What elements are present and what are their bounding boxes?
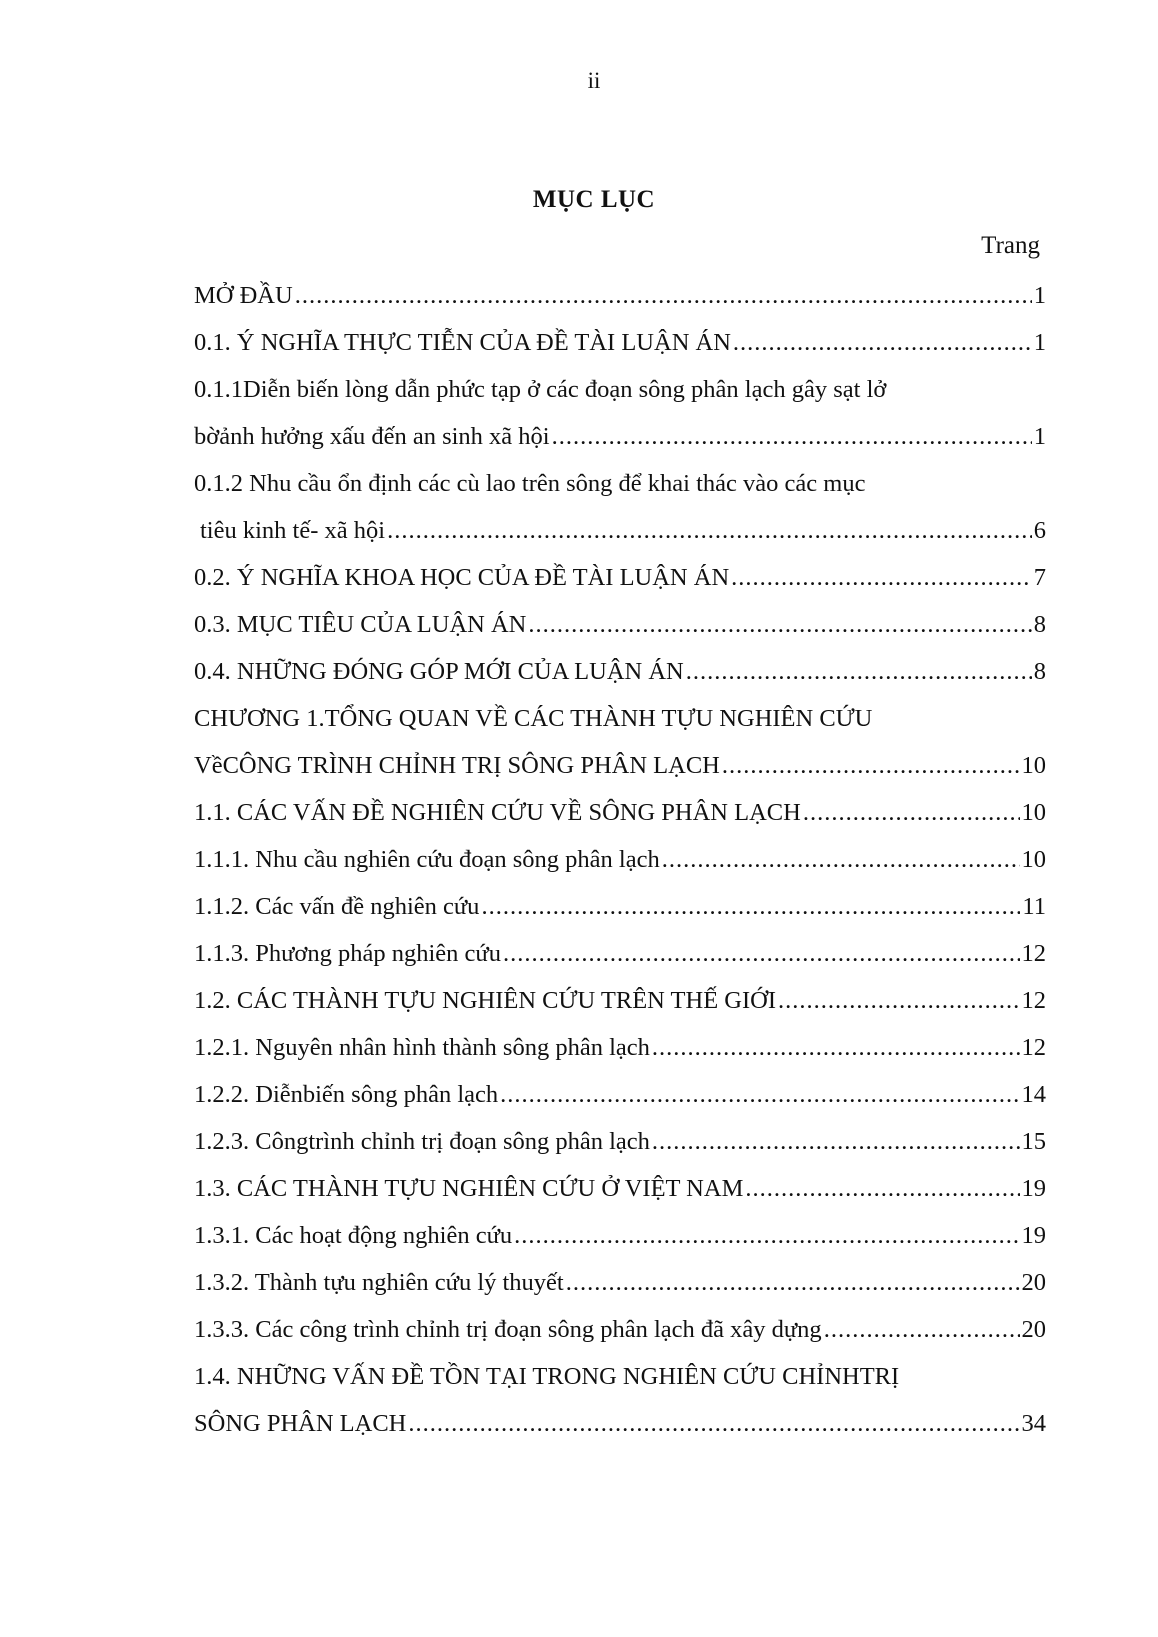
toc-entry-page: 12 bbox=[1021, 940, 1046, 967]
toc-entry-title: tiêu kinh tế- xã hội bbox=[200, 517, 386, 544]
dot-leader bbox=[686, 648, 1032, 695]
toc-entry[interactable] bbox=[194, 413, 1046, 460]
toc-entry[interactable] bbox=[194, 507, 1046, 554]
toc-entry-title: 1.3.2. Thành tựu nghiên cứu lý thuyết bbox=[194, 1269, 564, 1296]
toc-entry-page: 12 bbox=[1021, 987, 1046, 1014]
dot-leader bbox=[745, 1165, 1019, 1212]
toc-entry[interactable] bbox=[194, 1306, 1046, 1353]
toc-entry[interactable] bbox=[194, 1165, 1046, 1212]
toc-entry[interactable] bbox=[194, 366, 1046, 413]
dot-leader bbox=[514, 1212, 1019, 1259]
dot-leader bbox=[652, 1118, 1020, 1165]
dot-leader bbox=[778, 977, 1020, 1024]
toc-entry-page: 20 bbox=[1021, 1316, 1046, 1343]
table-of-contents bbox=[194, 272, 1046, 1447]
toc-title: MỤC LỤC bbox=[532, 186, 656, 213]
toc-entry-page: 15 bbox=[1021, 1128, 1046, 1155]
dot-leader bbox=[387, 507, 1032, 554]
toc-entry[interactable] bbox=[194, 836, 1046, 883]
toc-entry-page: 14 bbox=[1021, 1081, 1046, 1108]
toc-entry-title: MỞ ĐẦU bbox=[194, 282, 293, 309]
toc-entry[interactable] bbox=[194, 648, 1046, 695]
toc-entry-title: SÔNG PHÂN LẠCH bbox=[194, 1410, 407, 1437]
toc-entry-page: 1 bbox=[1033, 329, 1046, 356]
toc-entry[interactable] bbox=[194, 789, 1046, 836]
toc-entry-page: 1 bbox=[1033, 423, 1046, 450]
toc-entry-title: 1.2.1. Nguyên nhân hình thành sông phân lạch bbox=[194, 1034, 650, 1061]
toc-entry[interactable] bbox=[194, 930, 1046, 977]
toc-entry-title: 1.2.2. Diễnbiến sông phân lạch bbox=[194, 1081, 499, 1108]
toc-entry-page: 19 bbox=[1021, 1222, 1046, 1249]
toc-entry-title: 0.1.2 Nhu cầu ổn định các cù lao trên sông để khai thác vào các mục bbox=[194, 470, 866, 497]
toc-entry-page: 8 bbox=[1033, 658, 1046, 685]
toc-entry-page: 10 bbox=[1021, 846, 1046, 873]
dot-leader bbox=[652, 1024, 1020, 1071]
toc-entry[interactable] bbox=[194, 1118, 1046, 1165]
toc-entry[interactable] bbox=[194, 883, 1046, 930]
dot-leader bbox=[566, 1259, 1020, 1306]
page-number: ii bbox=[587, 68, 601, 93]
toc-entry[interactable] bbox=[194, 1071, 1046, 1118]
dot-leader bbox=[824, 1306, 1020, 1353]
page-column-label: Trang bbox=[981, 232, 1040, 259]
toc-entry-page: 12 bbox=[1021, 1034, 1046, 1061]
toc-entry-title: 1.1.2. Các vấn đề nghiên cứu bbox=[194, 893, 480, 920]
dot-leader bbox=[481, 883, 1020, 930]
toc-entry[interactable] bbox=[194, 1212, 1046, 1259]
toc-entry-title: 1.1.1. Nhu cầu nghiên cứu đoạn sông phân lạch bbox=[194, 846, 660, 873]
dot-leader bbox=[500, 1071, 1019, 1118]
dot-leader bbox=[552, 413, 1032, 460]
toc-entry-title: 1.1.3. Phương pháp nghiên cứu bbox=[194, 940, 501, 967]
toc-entry[interactable] bbox=[194, 601, 1046, 648]
toc-entry[interactable] bbox=[194, 554, 1046, 601]
toc-entry[interactable] bbox=[194, 460, 1046, 507]
toc-entry-page: 1 bbox=[1033, 282, 1046, 309]
toc-entry-page: 8 bbox=[1033, 611, 1046, 638]
toc-entry-title: 1.3. CÁC THÀNH TỰU NGHIÊN CỨU Ở VIỆT NAM bbox=[194, 1175, 744, 1202]
dot-leader bbox=[295, 272, 1032, 319]
toc-entry-title: 0.4. NHỮNG ĐÓNG GÓP MỚI CỦA LUẬN ÁN bbox=[194, 658, 684, 685]
toc-entry-title: 0.1.1Diễn biến lòng dẫn phức tạp ở các đoạn sông phân lạch gây sạt lở bbox=[194, 376, 887, 403]
toc-entry-page: 34 bbox=[1021, 1410, 1046, 1437]
toc-entry-title: 1.2.3. Côngtrình chỉnh trị đoạn sông phân lạch bbox=[194, 1128, 650, 1155]
dot-leader bbox=[662, 836, 1020, 883]
toc-entry-title: 0.2. Ý NGHĨA KHOA HỌC CỦA ĐỀ TÀI LUẬN ÁN bbox=[194, 564, 730, 591]
toc-entry[interactable] bbox=[194, 1024, 1046, 1071]
toc-entry-page: 19 bbox=[1021, 1175, 1046, 1202]
toc-entry[interactable] bbox=[194, 977, 1046, 1024]
toc-entry-page: 10 bbox=[1021, 752, 1046, 779]
toc-entry-page: 11 bbox=[1022, 893, 1046, 920]
toc-entry-page: 20 bbox=[1021, 1269, 1046, 1296]
toc-entry[interactable] bbox=[194, 1400, 1046, 1447]
toc-entry-title: 0.3. MỤC TIÊU CỦA LUẬN ÁN bbox=[194, 611, 527, 638]
toc-entry-page: 6 bbox=[1033, 517, 1046, 544]
dot-leader bbox=[528, 601, 1031, 648]
toc-entry-title: 1.2. CÁC THÀNH TỰU NGHIÊN CỨU TRÊN THẾ GIỚI bbox=[194, 987, 776, 1014]
dot-leader bbox=[803, 789, 1020, 836]
dot-leader bbox=[733, 319, 1032, 366]
toc-entry-title: 1.3.3. Các công trình chỉnh trị đoạn sông phân lạch đã xây dựng bbox=[194, 1316, 822, 1343]
dot-leader bbox=[731, 554, 1032, 601]
toc-entry-title: bờảnh hưởng xấu đến an sinh xã hội bbox=[194, 423, 550, 450]
toc-entry-title: 1.1. CÁC VẤN ĐỀ NGHIÊN CỨU VỀ SÔNG PHÂN LẠCH bbox=[194, 799, 801, 826]
toc-entry[interactable] bbox=[194, 742, 1046, 789]
dot-leader bbox=[408, 1400, 1019, 1447]
toc-entry-page: 10 bbox=[1021, 799, 1046, 826]
toc-entry[interactable] bbox=[194, 1259, 1046, 1306]
toc-entry-title: 1.4. NHỮNG VẤN ĐỀ TỒN TẠI TRONG NGHIÊN CỨU CHỈNHTRỊ bbox=[194, 1363, 900, 1390]
toc-entry[interactable] bbox=[194, 1353, 1046, 1400]
dot-leader bbox=[503, 930, 1020, 977]
toc-entry-title: VềCÔNG TRÌNH CHỈNH TRỊ SÔNG PHÂN LẠCH bbox=[194, 752, 720, 779]
toc-entry-page: 7 bbox=[1033, 564, 1046, 591]
dot-leader bbox=[722, 742, 1020, 789]
toc-entry[interactable] bbox=[194, 272, 1046, 319]
toc-entry-title: CHƯƠNG 1.TỔNG QUAN VỀ CÁC THÀNH TỰU NGHIÊN CỨU bbox=[194, 705, 873, 732]
toc-entry[interactable] bbox=[194, 695, 1046, 742]
toc-entry-title: 1.3.1. Các hoạt động nghiên cứu bbox=[194, 1222, 513, 1249]
toc-entry[interactable] bbox=[194, 319, 1046, 366]
toc-entry-title: 0.1. Ý NGHĨA THỰC TIỄN CỦA ĐỀ TÀI LUẬN ÁN bbox=[194, 329, 731, 356]
